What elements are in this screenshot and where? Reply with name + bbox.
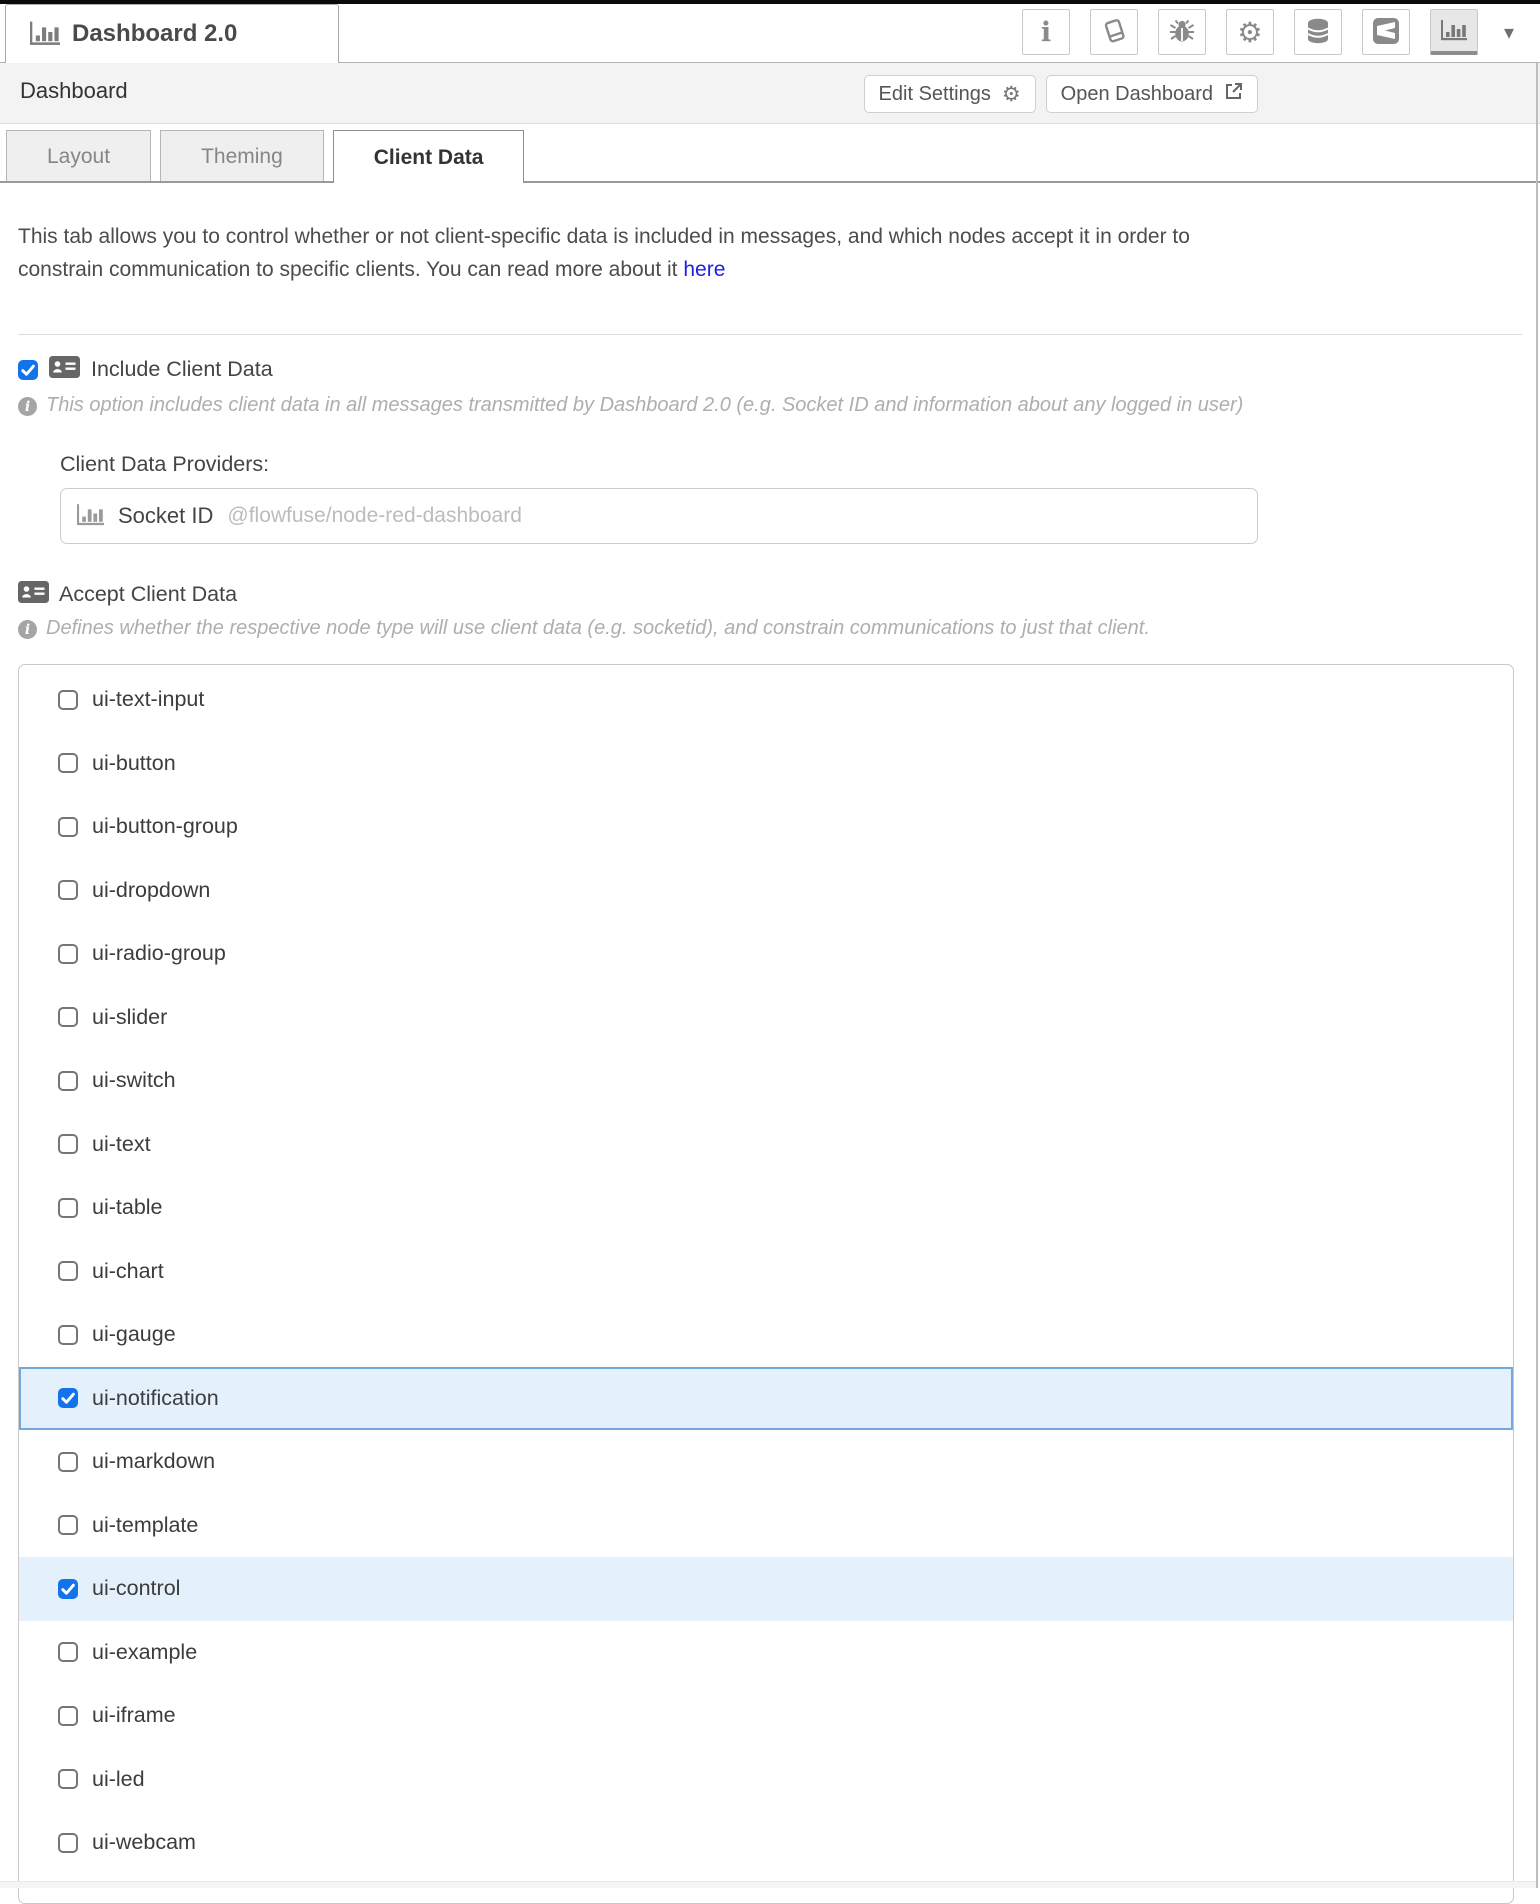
node-checkbox[interactable] — [58, 817, 78, 837]
provider-name: Socket ID — [118, 503, 214, 528]
client-data-node-row[interactable] — [19, 1811, 1513, 1875]
node-type-label: ui-control — [92, 1576, 181, 1601]
client-data-node-row[interactable] — [19, 1430, 1513, 1494]
client-data-node-row[interactable] — [19, 986, 1513, 1050]
page-title: Dashboard — [20, 78, 128, 103]
sidebar-toolbar — [1022, 9, 1514, 55]
node-type-label: ui-button-group — [92, 814, 238, 839]
client-data-node-row[interactable] — [19, 1684, 1513, 1748]
accept-client-data-label: Accept Client Data — [59, 582, 238, 606]
include-client-data-row[interactable] — [18, 356, 273, 383]
node-type-label: ui-led — [92, 1766, 145, 1791]
client-data-node-row[interactable] — [19, 732, 1513, 796]
section-divider — [18, 334, 1522, 335]
open-dashboard-button[interactable] — [1046, 75, 1258, 113]
node-type-label: ui-webcam — [92, 1830, 196, 1855]
node-type-label: ui-slider — [92, 1004, 168, 1029]
intro-text: This tab allows you to control whether or not client-specific data is included in messages, and which nodes accept it in order to constrain communication to specific clients. You can read more about it — [18, 225, 1190, 281]
client-data-node-row[interactable] — [19, 859, 1513, 923]
client-data-node-row[interactable] — [19, 922, 1513, 986]
bar-chart-icon — [30, 18, 60, 51]
gear-icon: ⚙ — [1001, 82, 1021, 106]
tab-layout[interactable]: Layout — [6, 130, 151, 181]
node-type-label: ui-iframe — [92, 1703, 176, 1728]
debug-tab-button[interactable] — [1158, 9, 1206, 55]
node-type-label: ui-notification — [92, 1385, 219, 1410]
node-checkbox[interactable] — [58, 1007, 78, 1027]
node-checkbox[interactable] — [58, 690, 78, 710]
edit-settings-button[interactable] — [864, 75, 1036, 113]
node-checkbox[interactable] — [58, 1325, 78, 1345]
info-circle-icon: i — [18, 397, 37, 416]
hint-text: This option includes client data in all messages transmitted by Dashboard 2.0 (e.g. Socket ID and information about any logged in user) — [46, 394, 1244, 416]
client-data-node-row[interactable] — [19, 668, 1513, 732]
node-type-label: ui-button — [92, 750, 176, 775]
node-type-label: ui-text-input — [92, 687, 205, 712]
read-more-link[interactable]: here — [683, 258, 726, 281]
node-checkbox[interactable] — [58, 944, 78, 964]
provider-package: @flowfuse/node-red-dashboard — [227, 504, 522, 527]
node-checkbox[interactable] — [58, 1515, 78, 1535]
config-tab-button[interactable] — [1226, 9, 1274, 55]
client-data-providers-label: Client Data Providers: — [60, 452, 270, 476]
node-checkbox[interactable] — [58, 1452, 78, 1472]
info-circle-icon: i — [18, 620, 37, 639]
node-checkbox[interactable] — [58, 1769, 78, 1789]
node-checkbox[interactable] — [58, 1261, 78, 1281]
open-dashboard-label: Open Dashboard — [1060, 82, 1213, 105]
node-checkbox[interactable] — [58, 1706, 78, 1726]
node-type-label: ui-text — [92, 1131, 151, 1156]
client-data-node-row[interactable] — [19, 1113, 1513, 1177]
node-checkbox[interactable] — [58, 1388, 78, 1408]
node-type-label: ui-markdown — [92, 1449, 216, 1474]
client-data-node-row[interactable] — [19, 795, 1513, 859]
node-type-label: ui-dropdown — [92, 877, 211, 902]
client-data-node-row[interactable] — [19, 1621, 1513, 1685]
client-data-node-list — [18, 664, 1514, 1904]
database-icon — [1305, 17, 1331, 48]
client-data-node-row[interactable] — [19, 1240, 1513, 1304]
client-data-node-row[interactable] — [19, 1176, 1513, 1240]
include-client-data-checkbox[interactable] — [18, 360, 38, 380]
node-type-label: ui-chart — [92, 1258, 164, 1283]
node-checkbox[interactable] — [58, 880, 78, 900]
client-data-node-row[interactable] — [19, 1303, 1513, 1367]
client-data-node-row[interactable] — [19, 1367, 1513, 1431]
page-header — [0, 63, 1540, 124]
client-data-node-row[interactable] — [19, 1494, 1513, 1558]
book-icon — [1101, 18, 1127, 47]
node-type-label: ui-gauge — [92, 1322, 176, 1347]
client-data-intro-text — [18, 220, 1263, 286]
include-client-data-hint — [18, 394, 1243, 417]
node-checkbox[interactable] — [58, 1833, 78, 1853]
dashboard-tab-button[interactable] — [1430, 9, 1478, 55]
bar-chart-icon — [1441, 17, 1467, 44]
id-card-icon — [49, 356, 80, 383]
client-data-node-row[interactable] — [19, 1049, 1513, 1113]
node-type-label: ui-table — [92, 1195, 163, 1220]
info-icon: i — [1040, 16, 1052, 48]
client-data-node-row[interactable] — [19, 1557, 1513, 1621]
flowfuse-tab-button[interactable] — [1362, 9, 1410, 55]
hint-text: Defines whether the respective node type will use client data (e.g. socketid), and constrain communications to just that client. — [46, 617, 1150, 639]
node-type-label: ui-radio-group — [92, 941, 226, 966]
node-checkbox[interactable] — [58, 1134, 78, 1154]
accept-client-data-hint — [18, 617, 1150, 640]
provider-socket-id-item[interactable] — [60, 488, 1258, 544]
bottom-cutoff-strip — [0, 1881, 1536, 1888]
node-type-label: ui-example — [92, 1639, 198, 1664]
id-card-icon — [18, 581, 49, 608]
include-client-data-label: Include Client Data — [91, 357, 273, 381]
chevron-down-icon[interactable]: ▾ — [1503, 20, 1514, 44]
node-checkbox[interactable] — [58, 753, 78, 773]
node-type-label: ui-switch — [92, 1068, 176, 1093]
node-checkbox[interactable] — [58, 1579, 78, 1599]
bug-icon — [1169, 18, 1195, 47]
gear-icon: ⚙ — [1237, 15, 1263, 49]
node-checkbox[interactable] — [58, 1642, 78, 1662]
settings-tabbar — [0, 130, 1540, 183]
client-data-node-row[interactable] — [19, 1748, 1513, 1812]
bar-chart-icon — [77, 501, 104, 531]
panel-right-edge — [1536, 63, 1538, 1888]
node-checkbox[interactable] — [58, 1071, 78, 1091]
context-tab-button[interactable] — [1294, 9, 1342, 55]
edit-settings-label: Edit Settings — [878, 82, 991, 105]
external-link-icon — [1224, 82, 1243, 107]
help-tab-button[interactable] — [1090, 9, 1138, 55]
dashboard-sidebar-tab[interactable] — [5, 4, 339, 63]
tab-client-data[interactable]: Client Data — [333, 130, 525, 183]
tab-theming[interactable]: Theming — [160, 130, 324, 181]
node-checkbox[interactable] — [58, 1198, 78, 1218]
header-buttons — [864, 75, 1258, 113]
node-type-label: ui-template — [92, 1512, 199, 1537]
accept-client-data-header — [18, 581, 237, 608]
flowfuse-icon — [1372, 17, 1400, 48]
info-tab-button[interactable] — [1022, 9, 1070, 55]
sidebar-tab-title: Dashboard 2.0 — [72, 20, 238, 47]
